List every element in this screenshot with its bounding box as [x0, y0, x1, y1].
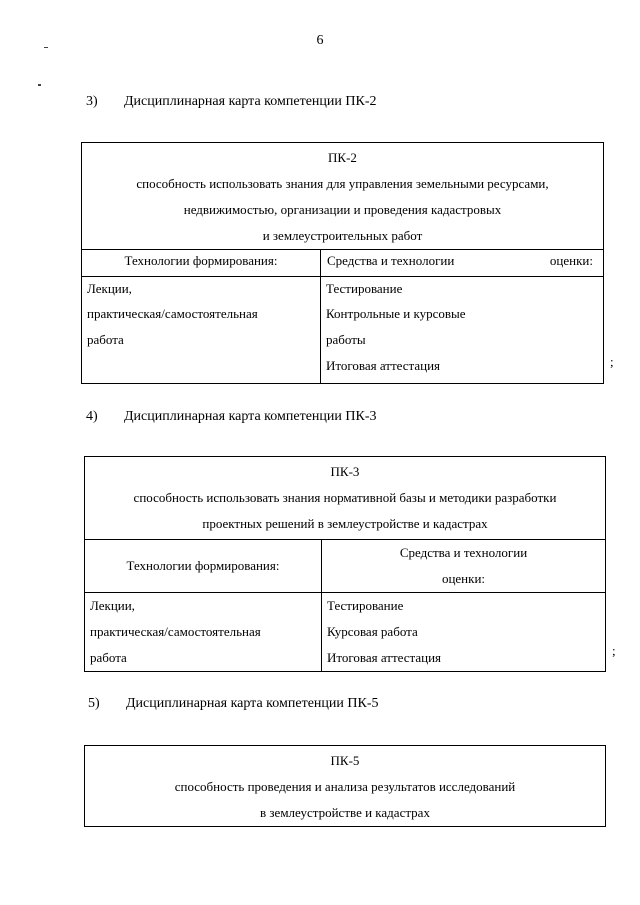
competency-description-line: в землеустройстве и кадастрах [260, 805, 430, 820]
list-item: практическая/самостоятельная [90, 624, 261, 639]
list-item: работа [87, 332, 124, 347]
formation-list [85, 593, 322, 672]
competency-description-line: способность использовать знания нормативной базы и методики разработки [133, 490, 557, 505]
section-number: 4) [86, 409, 98, 424]
page-number: 6 [316, 33, 324, 48]
competency-card-pk5 [84, 745, 606, 827]
header-text: оценки: [549, 253, 593, 268]
list-item: работы [326, 332, 366, 347]
header-text: Средства и технологии [327, 253, 455, 268]
section-number: 3) [86, 94, 98, 109]
card-title-cell [82, 143, 604, 250]
formation-list [82, 277, 321, 384]
competency-code: ПК-3 [330, 464, 360, 479]
card-title-cell [85, 457, 606, 540]
list-item: Тестирование [327, 598, 404, 613]
competency-code: ПК-5 [330, 753, 360, 768]
list-item: Тестирование [326, 281, 403, 296]
list-item: Контрольные и курсовые [326, 306, 466, 321]
list-item: Лекции, [90, 598, 135, 613]
competency-description-line: и землеустроительных работ [262, 228, 423, 243]
header-text: Технологии формирования: [126, 558, 280, 573]
competency-description-line: недвижимостью, организации и проведения кадастровых [183, 202, 502, 217]
list-item: Курсовая работа [327, 624, 418, 639]
list-item: практическая/самостоятельная [87, 306, 258, 321]
list-item: Итоговая аттестация [327, 650, 442, 665]
section-heading-3 [86, 94, 377, 110]
section-title: Дисциплинарная карта компетенции ПК-2 [124, 94, 377, 109]
competency-description-line: способность использовать знания для управления земельными ресурсами, [136, 176, 549, 191]
header-text: Средства и технологии [399, 545, 528, 560]
column-header-formation [85, 540, 322, 593]
header-text: Технологии формирования: [124, 253, 278, 268]
list-item: Лекции, [87, 281, 132, 296]
competency-description-line: проектных решений в землеустройстве и кадастрах [202, 516, 488, 531]
trailing-semicolon: ; [612, 643, 616, 658]
section-title: Дисциплинарная карта компетенции ПК-3 [124, 409, 377, 424]
section-heading-4 [86, 409, 377, 425]
list-item: работа [90, 650, 127, 665]
assessment-list [322, 593, 606, 672]
competency-code: ПК-2 [328, 150, 357, 165]
scan-mark [38, 84, 41, 86]
competency-card-pk2 [81, 142, 604, 384]
competency-card-pk3 [84, 456, 606, 672]
list-item: Итоговая аттестация [326, 358, 441, 373]
competency-description-line: способность проведения и анализа результатов исследований [174, 779, 516, 794]
section-title: Дисциплинарная карта компетенции ПК-5 [126, 696, 379, 711]
card-title-cell [85, 746, 606, 827]
section-heading-5 [88, 696, 379, 712]
trailing-semicolon: ; [610, 354, 614, 369]
header-text: оценки: [441, 571, 486, 586]
column-header-formation [82, 250, 321, 277]
column-header-assessment [321, 250, 604, 277]
column-header-assessment [322, 540, 606, 593]
section-number: 5) [88, 696, 100, 711]
assessment-list [321, 277, 604, 384]
